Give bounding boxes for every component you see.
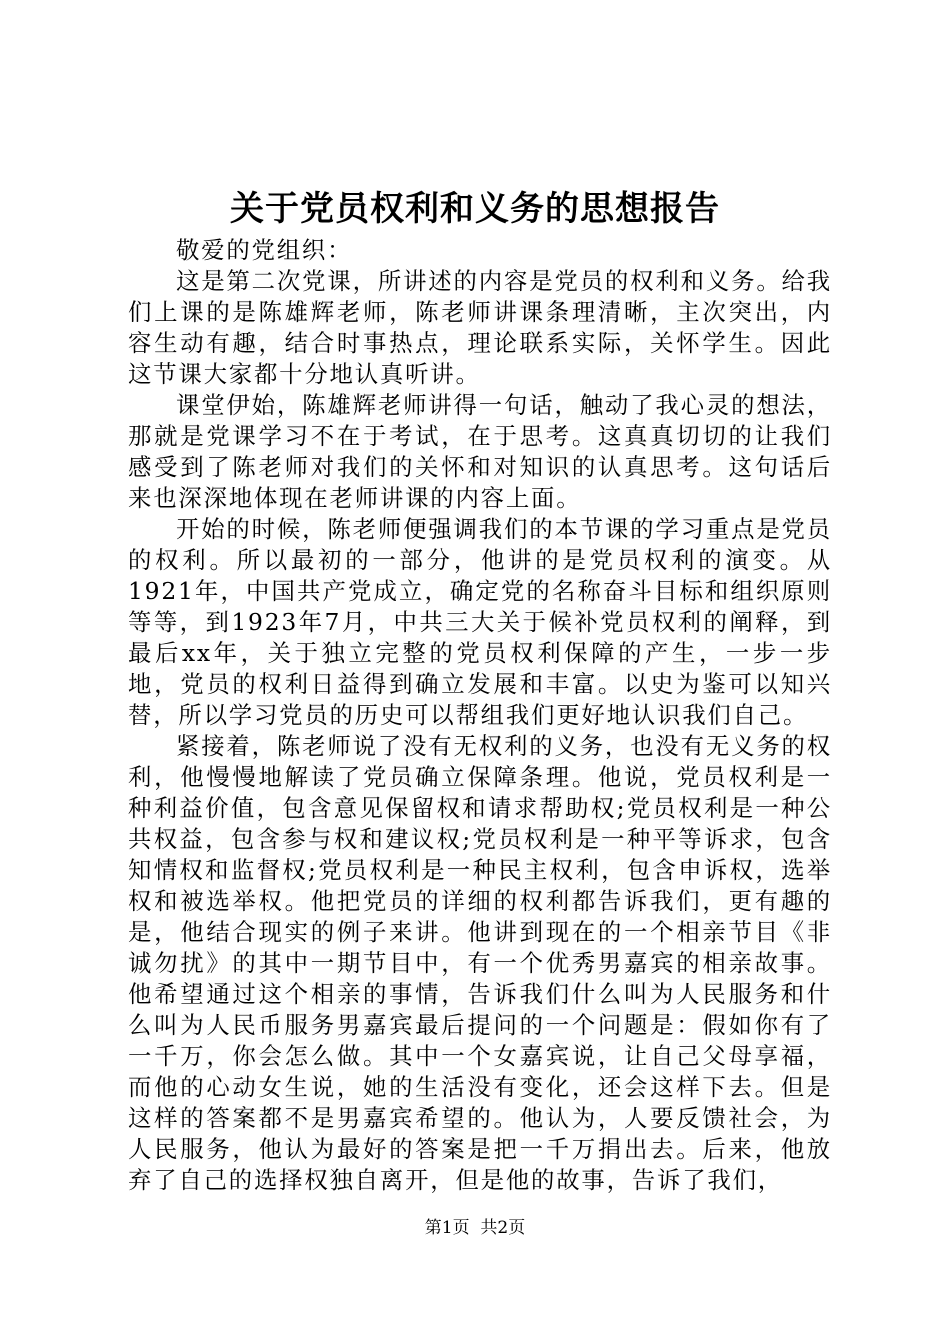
paragraph-1: 这是第二次党课，所讲述的内容是党员的权利和义务。给我们上课的是陈雄辉老师，陈老师讲课条理清晰，主次突出，内容生动有趣，结合时事热点，理论联系实际，关怀学生。因此这节课大家都十分地认真听讲。 [128,267,832,388]
paragraph-2: 课堂伊始，陈雄辉老师讲得一句话，触动了我心灵的想法，那就是党课学习不在于考试，在于思考。这真真切切的让我们感受到了陈老师对我们的关怀和对知识的认真思考。这句话后来也深深地体现在老师讲课的内容上面。 [128,391,832,512]
page-number: 第1页 [424,1218,470,1238]
paragraph-4: 紧接着，陈老师说了没有无权利的义务，也没有无义务的权利，他慢慢地解读了党员确立保障条理。他说，党员权利是一种利益价值，包含意见保留权和请求帮助权;党员权利是一种公共权益，包含参与权和建议权;党员权利是一种平等诉求，包含知情权和监督权;党员权利是一种民主权利，包含申诉权，选举权和被选举权。他把党员的详细的权利都告诉我们，更有趣的是，他结合现实的例子来讲。他讲到现在的一个相亲节目《非诚勿扰》的其中一期节目中，有一个优秀男嘉宾的相亲故事。他希望通过这个相亲的事情，告诉我们什么叫为人民服务和什么叫为人民币服务男嘉宾最后提问的一个问题是：假如你有了一千万，你会怎么做。其中一个女嘉宾说，让自己父母享福，而他的心动女生说，她的生活没有变化，还会这样下去。但是这样的答案都不是男嘉宾希望的。他认为，人要反馈社会，为人民服务，他认为最好的答案是把一千万捐出去。后来，他放弃了自己的选择权独自离开，但是他的故事，告诉了我们， [128,732,832,1194]
document-body [128,235,832,1196]
page-total: 共2页 [480,1218,526,1238]
footer-separator [470,1218,481,1238]
page-footer [0,1216,950,1240]
salutation: 敬爱的党组织： [175,236,353,264]
paragraph-3: 开始的时候，陈老师便强调我们的本节课的学习重点是党员的权利。所以最初的一部分，他讲的是党员权利的演变。从1921年，中国共产党成立，确定党的名称奋斗目标和组织原则等等，到1923年7月，中共三大关于候补党员权利的阐释，到最后xx年，关于独立完整的党员权利保障的产生，一步一步地，党员的权利日益得到确立发展和丰富。以史为鉴可以知兴替，所以学习党员的历史可以帮组我们更好地认识我们自己。 [128,515,832,729]
document-title: 关于党员权利和义务的思想报告 [230,189,720,229]
